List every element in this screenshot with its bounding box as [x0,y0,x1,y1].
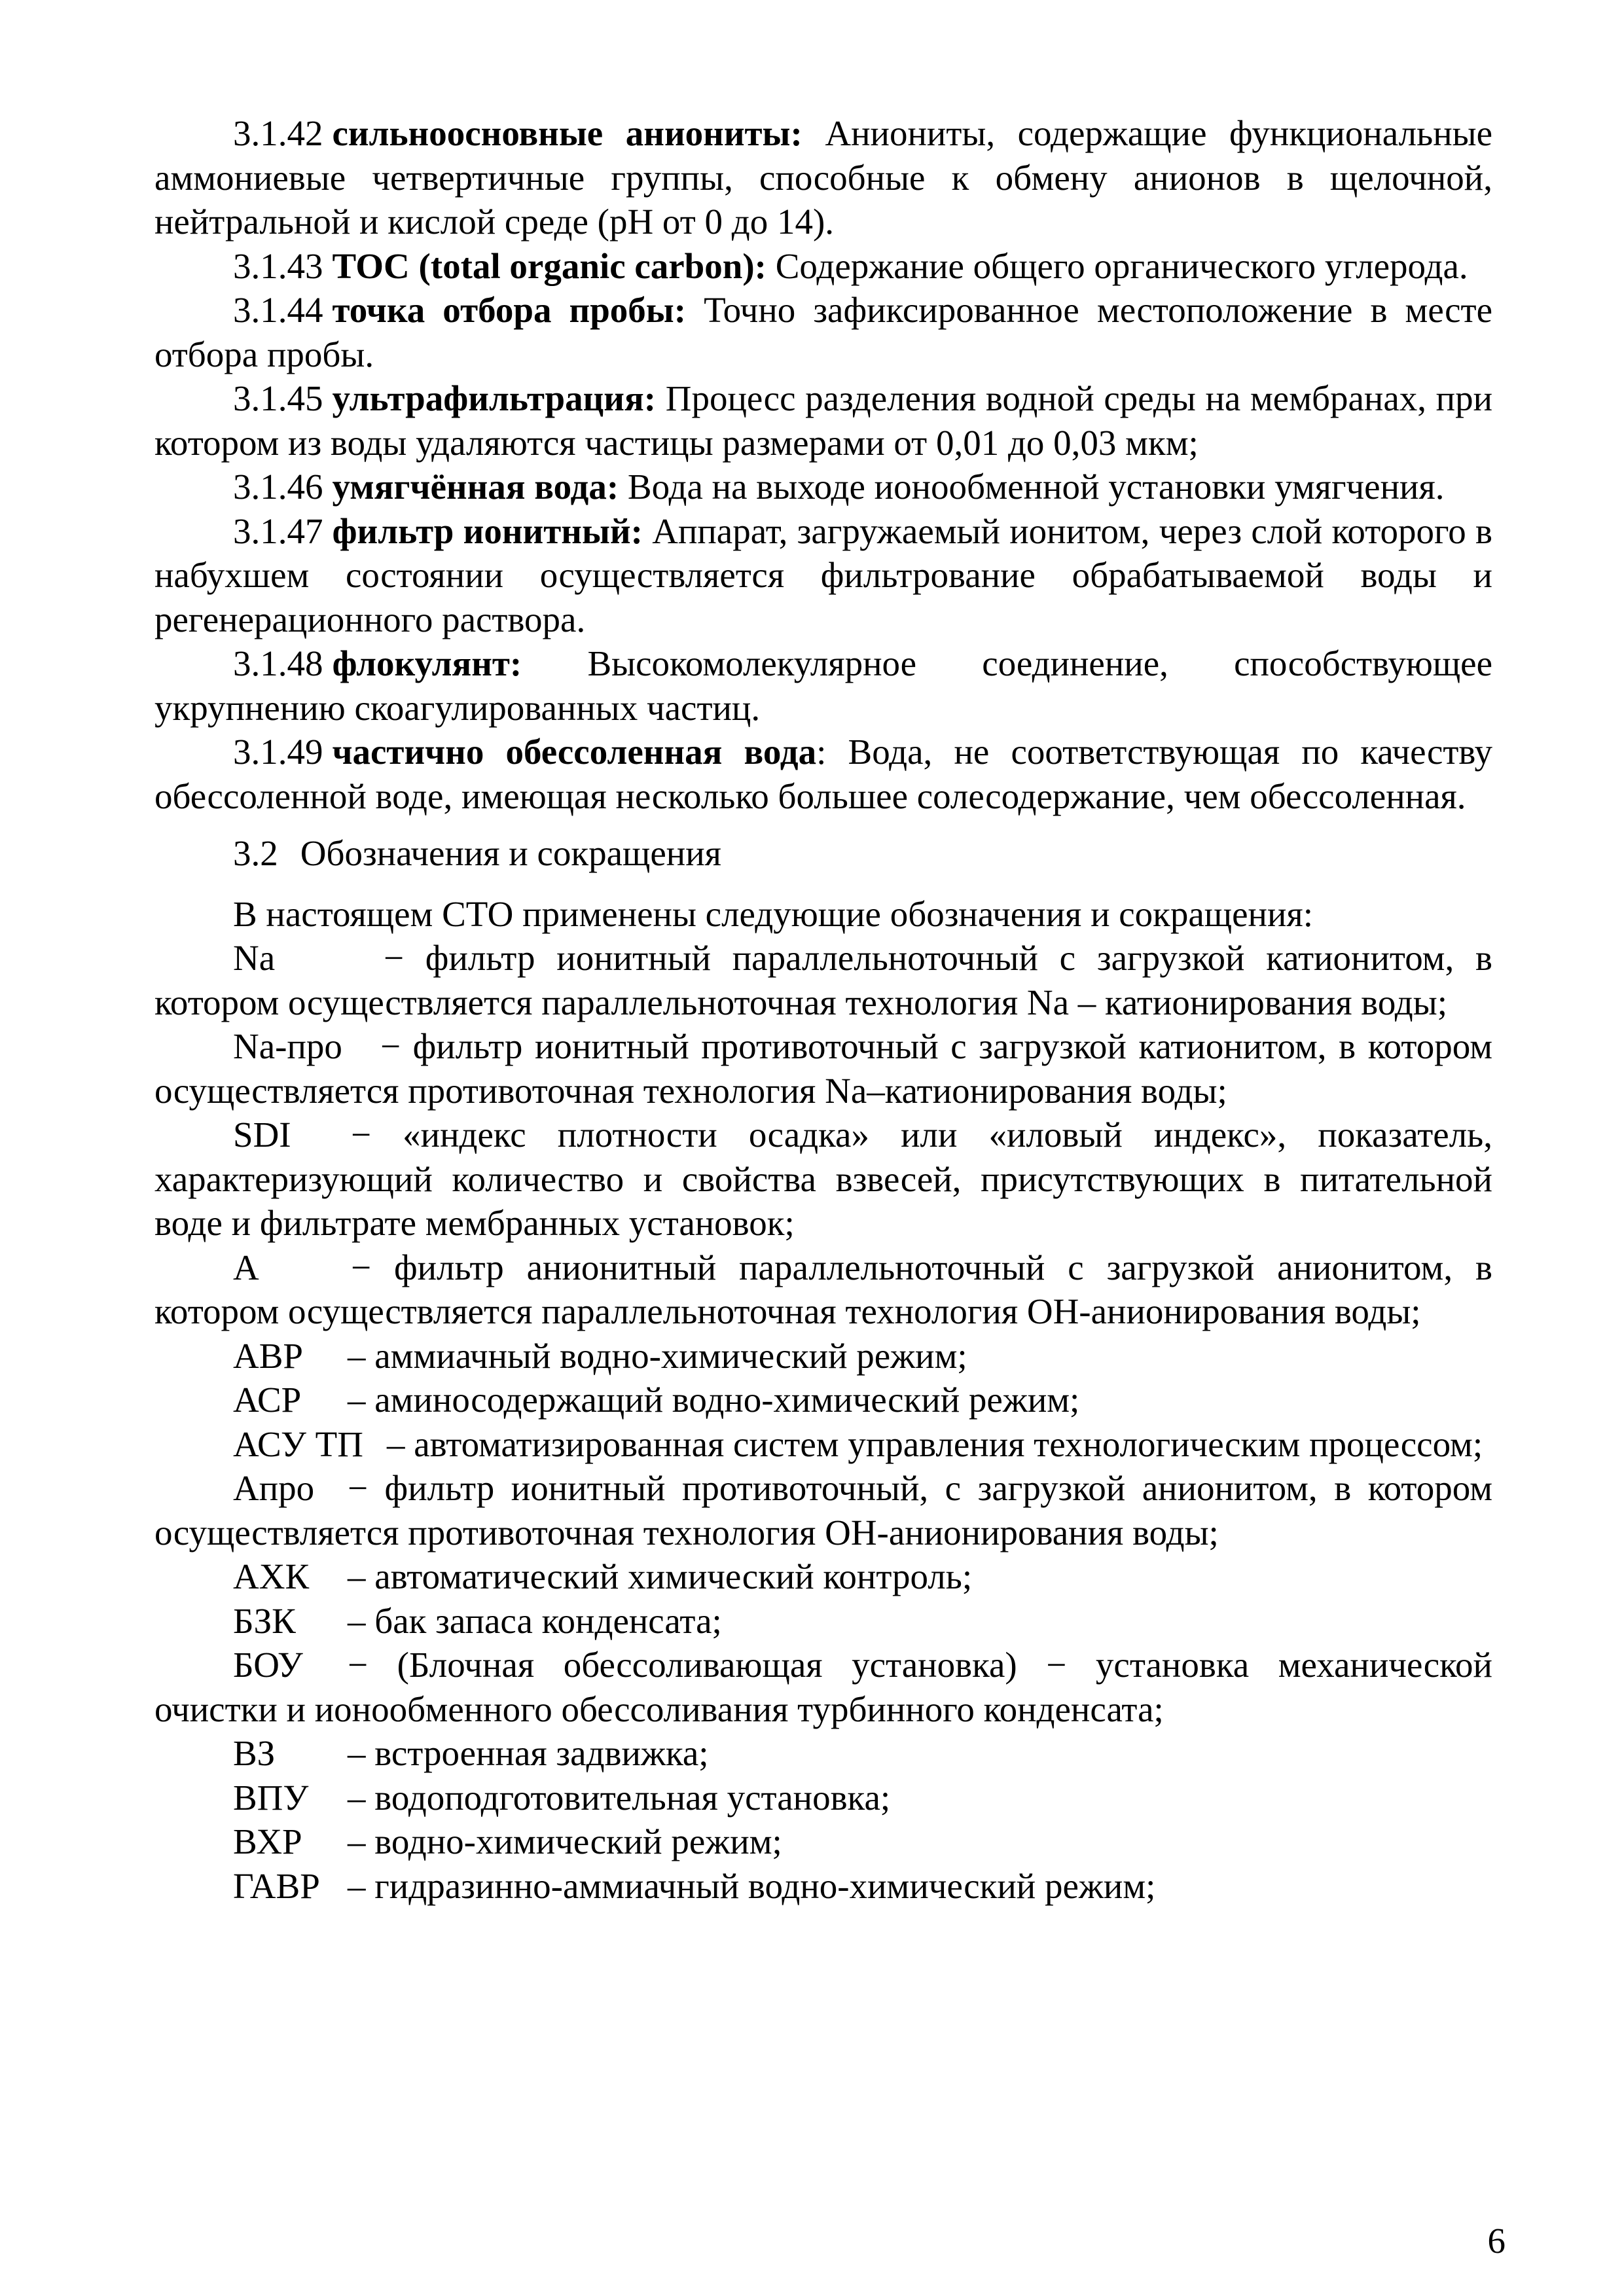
abbreviation-text: – встроенная задвижка; [348,1733,709,1773]
abbreviation-entry [154,1334,1492,1378]
section-heading [154,831,1492,876]
abbreviation-code: Na [233,938,276,978]
definition-3-1-48 [154,641,1492,730]
definition-3-1-42 [154,111,1492,244]
abbreviation-entry [154,1422,1492,1467]
definition-number: 3.1.42 [233,113,323,153]
abbreviation-code: АСУ ТП [233,1424,363,1464]
definition-text: Содержание общего органического углерода. [767,245,1468,286]
definition-term: фильтр ионитный: [332,511,643,551]
definition-number: 3.1.43 [233,245,323,286]
definition-3-1-44 [154,288,1492,376]
definition-number: 3.1.44 [233,290,323,330]
abbreviation-text: − «индекс плотности осадка» или «иловый индекс», показатель, характеризующий количество и свойства взвесей, присутствующих в питательной воде и фильтрате мембранных установок; [154,1115,1492,1243]
abbreviation-entry [154,1864,1492,1909]
definition-term: флокулянт: [332,643,522,683]
definition-term: точка отбора пробы: [332,290,687,330]
definition-term: частично обессоленная вода [332,732,817,772]
definition-text: Аниониты, содержащие функциональные аммониевые четвертичные группы, способные к обмену анионов в щелочной, нейтральной и кислой среде (pH от 0 до 14). [154,113,1492,242]
abbreviation-text: – автоматизированная систем управления технологическим процессом; [387,1424,1483,1464]
page-number: 6 [1487,2221,1506,2261]
abbreviation-code: АВР [233,1335,303,1376]
abbreviation-text: − фильтр ионитный противоточный с загрузкой катионитом, в котором осуществляется противоточная технология Na–катионирования воды; [154,1026,1492,1111]
abbreviation-text: – бак запаса конденсата; [348,1600,722,1641]
abbreviation-text: – автоматический химический контроль; [348,1556,973,1596]
definition-number: 3.1.49 [233,732,323,772]
definition-text: Точно зафиксированное местоположение в месте отбора пробы. [154,290,1492,374]
abbreviation-code: АСР [233,1380,302,1420]
abbreviation-code: ВПУ [233,1777,309,1818]
definition-text: Процесс разделения водной среды на мембранах, при котором из воды удаляются частицы размерами от 0,01 до 0,03 мкм; [154,378,1492,463]
abbreviation-entry [154,1024,1492,1113]
abbreviation-entry [154,1246,1492,1334]
definition-number: 3.1.48 [233,643,323,683]
definition-3-1-45 [154,376,1492,465]
abbreviation-entry [154,1776,1492,1820]
abbreviation-entry [154,1466,1492,1554]
abbreviation-text: − (Блочная обессоливающая установка) − установка механической очистки и ионообменного обессоливания турбинного конденсата; [154,1645,1492,1729]
abbreviation-text: − фильтр ионитный параллельноточный с загрузкой катионитом, в котором осуществляется параллельноточная технология Na – катионирования воды; [154,938,1492,1022]
abbreviation-code: Апро [233,1468,315,1508]
definition-term: TOC (total organic carbon): [332,245,767,286]
abbreviation-text: – аминосодержащий водно-химический режим; [348,1380,1080,1420]
definition-3-1-49 [154,730,1492,818]
definition-3-1-47 [154,509,1492,642]
abbreviation-text: − фильтр анионитный параллельноточный с загрузкой анионитом, в котором осуществляется параллельноточная технология ОН-анионирования воды; [154,1247,1492,1331]
abbreviation-text: − фильтр ионитный противоточный, с загрузкой анионитом, в котором осуществляется противоточная технология ОН-анионирования воды; [154,1468,1492,1552]
definition-text: Вода на выходе ионообменной установки умягчения. [619,467,1445,507]
abbreviation-entry [154,1113,1492,1246]
abbreviation-text: – аммиачный водно-химический режим; [348,1335,967,1376]
page-content [154,111,1492,1908]
abbreviation-code: БЗК [233,1600,296,1641]
abbreviation-text: – водоподготовительная установка; [348,1777,891,1818]
definition-term: сильноосновные аниониты: [332,113,803,153]
definition-3-1-43 [154,244,1492,289]
abbreviation-code: ГАВР [233,1865,320,1906]
abbreviation-code: АХК [233,1556,310,1596]
abbreviation-entry [154,1599,1492,1643]
definition-number: 3.1.47 [233,511,323,551]
abbreviation-entry [154,1731,1492,1776]
abbreviation-code: SDI [233,1115,291,1155]
definition-number: 3.1.46 [233,467,323,507]
abbreviation-code: БОУ [233,1645,303,1685]
section-number: 3.2 [233,833,278,873]
abbreviation-entry [154,1643,1492,1731]
definition-term: умягчённая вода: [332,467,619,507]
section-title: Обозначения и сокращения [300,833,721,873]
definition-text: Высокомолекулярное соединение, способствующее укрупнению скоагулированных частиц. [154,643,1492,728]
abbreviation-entry [154,1820,1492,1864]
abbreviation-code: А [233,1247,259,1287]
abbreviation-entry [154,1554,1492,1599]
abbreviations-intro: В настоящем СТО применены следующие обозначения и сокращения: [233,893,1313,934]
abbreviation-code: Na-про [233,1026,342,1066]
abbreviation-text: – водно-химический режим; [348,1821,782,1861]
abbreviation-code: ВХР [233,1821,302,1861]
abbreviation-code: ВЗ [233,1733,276,1773]
abbreviation-entry [154,936,1492,1024]
definition-term: ультрафильтрация: [332,378,657,418]
abbreviation-text: – гидразинно-аммиачный водно-химический режим; [348,1865,1156,1906]
definition-3-1-46 [154,465,1492,509]
abbreviation-entry [154,1378,1492,1422]
definition-number: 3.1.45 [233,378,323,418]
definition-text: Аппарат, загружаемый ионитом, через слой которого в набухшем состоянии осуществляется фильтрование обрабатываемой воды и регенерационного раствора. [154,511,1492,639]
definition-text: : Вода, не соответствующая по качеству обессоленной воде, имеющая несколько большее солесодержание, чем обессоленная. [154,732,1492,816]
